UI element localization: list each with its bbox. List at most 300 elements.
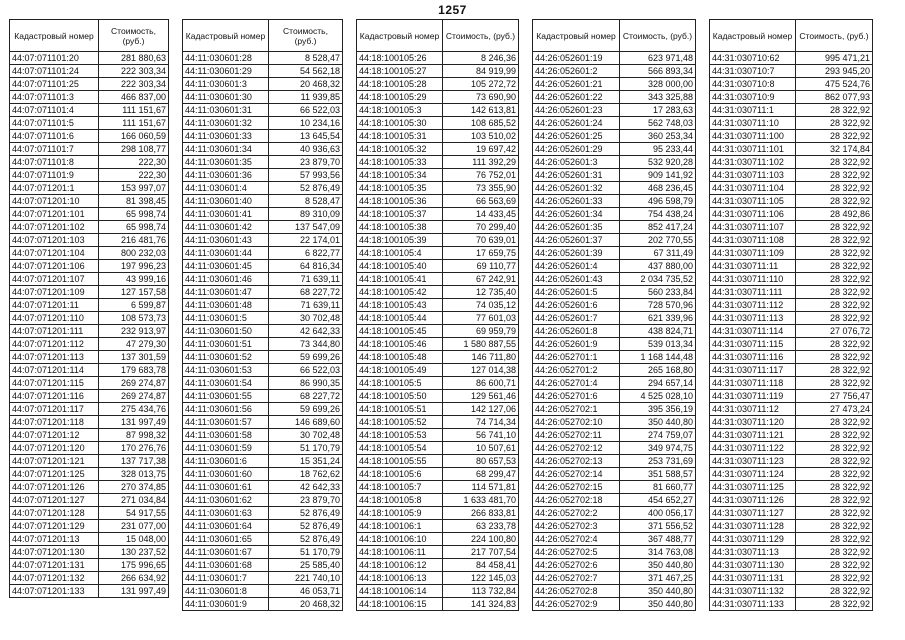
cadastral-table-4 xyxy=(532,19,696,611)
cadastral-number-cell: 44:11:030601:7 xyxy=(183,572,269,585)
cadastral-number-cell: 44:31:030711:10 xyxy=(710,117,796,130)
cadastral-number-cell: 44:11:030601:41 xyxy=(183,208,269,221)
cadastral-number-cell: 44:26:052601:37 xyxy=(533,234,620,247)
cost-cell: 28 322,92 xyxy=(796,416,873,429)
cost-cell: 1 633 481,70 xyxy=(443,494,519,507)
table-row xyxy=(710,260,873,273)
cadastral-number-cell: 44:26:052601:21 xyxy=(533,78,620,91)
cost-cell: 231 077,00 xyxy=(99,520,169,533)
table-row xyxy=(10,208,169,221)
cadastral-number-cell: 44:31:030711:101 xyxy=(710,143,796,156)
table-row xyxy=(533,208,696,221)
table-row xyxy=(710,78,873,91)
cost-cell: 468 236,45 xyxy=(620,182,696,195)
cost-cell: 1 580 887,55 xyxy=(443,338,519,351)
table-row xyxy=(710,429,873,442)
cadastral-number-cell: 44:07:071201:101 xyxy=(10,208,99,221)
cost-cell: 728 570,96 xyxy=(620,299,696,312)
cost-cell: 437 880,00 xyxy=(620,260,696,273)
cadastral-number-cell: 44:11:030601:47 xyxy=(183,286,269,299)
cost-cell: 862 077,93 xyxy=(796,91,873,104)
cost-cell: 454 652,27 xyxy=(620,494,696,507)
cost-cell: 28 322,92 xyxy=(796,520,873,533)
cadastral-number-cell: 44:07:071201:115 xyxy=(10,377,99,390)
cost-cell: 166 060,59 xyxy=(99,130,169,143)
table-row xyxy=(357,52,519,65)
table-row xyxy=(357,182,519,195)
table-row xyxy=(10,221,169,234)
cadastral-number-cell: 44:18:100105:40 xyxy=(357,260,443,273)
cadastral-number-cell: 44:31:030710:62 xyxy=(710,52,796,65)
cost-cell: 111 151,67 xyxy=(99,104,169,117)
cost-cell: 65 998,74 xyxy=(99,221,169,234)
table-row xyxy=(533,351,696,364)
table-row xyxy=(10,338,169,351)
table-row xyxy=(533,416,696,429)
table-row xyxy=(533,143,696,156)
cost-cell: 6 599,87 xyxy=(99,299,169,312)
column-header-cost: Стоимость, (руб.) xyxy=(443,20,519,52)
cadastral-number-cell: 44:26:052601:5 xyxy=(533,286,620,299)
cadastral-number-cell: 44:07:071201:117 xyxy=(10,403,99,416)
cadastral-number-cell: 44:31:030711:126 xyxy=(710,494,796,507)
cadastral-number-cell: 44:18:100105:7 xyxy=(357,481,443,494)
column-header-cadastral-number: Кадастровый номер xyxy=(183,20,269,52)
cadastral-number-cell: 44:18:100105:51 xyxy=(357,403,443,416)
cost-cell: 8 528,47 xyxy=(269,195,343,208)
table-row xyxy=(357,533,519,546)
cadastral-number-cell: 44:11:030601:58 xyxy=(183,429,269,442)
cadastral-number-cell: 44:11:030601:46 xyxy=(183,273,269,286)
table-row xyxy=(533,481,696,494)
cadastral-number-cell: 44:26:052601:33 xyxy=(533,195,620,208)
cadastral-number-cell: 44:26:052702:9 xyxy=(533,598,620,611)
cost-cell: 28 322,92 xyxy=(796,351,873,364)
cadastral-number-cell: 44:31:030711:118 xyxy=(710,377,796,390)
cadastral-number-cell: 44:11:030601:40 xyxy=(183,195,269,208)
cost-cell: 59 699,26 xyxy=(269,351,343,364)
cost-cell: 89 310,09 xyxy=(269,208,343,221)
cost-cell: 175 996,65 xyxy=(99,559,169,572)
cadastral-number-cell: 44:26:052702:2 xyxy=(533,507,620,520)
cadastral-number-cell: 44:31:030711:12 xyxy=(710,403,796,416)
table-row xyxy=(183,338,343,351)
table-row xyxy=(710,403,873,416)
cadastral-number-cell: 44:11:030601:45 xyxy=(183,260,269,273)
cost-cell: 222,30 xyxy=(99,169,169,182)
table-row xyxy=(10,104,169,117)
cost-cell: 122 145,03 xyxy=(443,572,519,585)
table-row xyxy=(10,585,169,598)
cadastral-number-cell: 44:18:100105:44 xyxy=(357,312,443,325)
table-row xyxy=(183,533,343,546)
cost-cell: 269 274,87 xyxy=(99,390,169,403)
table-row xyxy=(710,104,873,117)
table-row xyxy=(183,390,343,403)
table-row xyxy=(357,143,519,156)
cost-cell: 141 324,83 xyxy=(443,598,519,611)
cost-cell: 137 301,59 xyxy=(99,351,169,364)
cost-cell: 153 997,07 xyxy=(99,182,169,195)
cost-cell: 371 556,52 xyxy=(620,520,696,533)
cadastral-number-cell: 44:07:071201:112 xyxy=(10,338,99,351)
table-row xyxy=(710,338,873,351)
cadastral-number-cell: 44:07:071201:1 xyxy=(10,182,99,195)
cost-cell: 28 322,92 xyxy=(796,377,873,390)
table-row xyxy=(533,312,696,325)
table-row xyxy=(533,117,696,130)
cadastral-number-cell: 44:18:100105:55 xyxy=(357,455,443,468)
cost-cell: 47 279,30 xyxy=(99,338,169,351)
cadastral-number-cell: 44:07:071201:11 xyxy=(10,299,99,312)
cadastral-number-cell: 44:26:052601:9 xyxy=(533,338,620,351)
table-row xyxy=(183,117,343,130)
cadastral-number-cell: 44:07:071201:126 xyxy=(10,481,99,494)
table-row xyxy=(710,273,873,286)
cost-cell: 108 573,73 xyxy=(99,312,169,325)
table-row xyxy=(533,559,696,572)
cadastral-number-cell: 44:11:030601:31 xyxy=(183,104,269,117)
cost-cell: 65 998,74 xyxy=(99,208,169,221)
table-row xyxy=(183,299,343,312)
cost-cell: 28 322,92 xyxy=(796,130,873,143)
cadastral-number-cell: 44:18:100105:4 xyxy=(357,247,443,260)
table-row xyxy=(710,91,873,104)
cost-cell: 350 440,80 xyxy=(620,598,696,611)
cadastral-number-cell: 44:31:030711:127 xyxy=(710,507,796,520)
cost-cell: 28 322,92 xyxy=(796,182,873,195)
cadastral-number-cell: 44:18:100106:12 xyxy=(357,559,443,572)
cadastral-number-cell: 44:11:030601:36 xyxy=(183,169,269,182)
cadastral-number-cell: 44:26:052702:13 xyxy=(533,455,620,468)
cadastral-number-cell: 44:11:030601:61 xyxy=(183,481,269,494)
table-row xyxy=(357,169,519,182)
cadastral-number-cell: 44:26:052601:2 xyxy=(533,65,620,78)
cadastral-number-cell: 44:07:071201:127 xyxy=(10,494,99,507)
table-row xyxy=(183,208,343,221)
table-row xyxy=(183,494,343,507)
cadastral-number-cell: 44:11:030601:44 xyxy=(183,247,269,260)
table-row xyxy=(710,117,873,130)
cost-cell: 10 234,16 xyxy=(269,117,343,130)
table-row xyxy=(183,598,343,611)
cadastral-number-cell: 44:07:071201:125 xyxy=(10,468,99,481)
table-row xyxy=(10,65,169,78)
cost-cell: 52 876,49 xyxy=(269,182,343,195)
table-row xyxy=(533,377,696,390)
cost-cell: 475 524,76 xyxy=(796,78,873,91)
cost-cell: 274 759,07 xyxy=(620,429,696,442)
table-row xyxy=(10,273,169,286)
cadastral-number-cell: 44:11:030601:30 xyxy=(183,91,269,104)
column-header-cadastral-number: Кадастровый номер xyxy=(357,20,443,52)
cost-cell: 222,30 xyxy=(99,156,169,169)
cadastral-number-cell: 44:31:030711:122 xyxy=(710,442,796,455)
table-row xyxy=(10,520,169,533)
cost-cell: 81 398,45 xyxy=(99,195,169,208)
table-row xyxy=(357,390,519,403)
table-row xyxy=(183,104,343,117)
cadastral-number-cell: 44:31:030711:106 xyxy=(710,208,796,221)
cadastral-number-cell: 44:11:030601:3 xyxy=(183,78,269,91)
cost-cell: 28 322,92 xyxy=(796,468,873,481)
cadastral-number-cell: 44:18:100106:15 xyxy=(357,598,443,611)
table-row xyxy=(710,143,873,156)
cost-cell: 28 322,92 xyxy=(796,598,873,611)
cadastral-number-cell: 44:26:052701:2 xyxy=(533,364,620,377)
cost-cell: 400 056,17 xyxy=(620,507,696,520)
cost-cell: 42 642,33 xyxy=(269,481,343,494)
cadastral-number-cell: 44:07:071101:9 xyxy=(10,169,99,182)
table-row xyxy=(183,234,343,247)
cost-cell: 142 127,06 xyxy=(443,403,519,416)
cost-cell: 80 657,53 xyxy=(443,455,519,468)
cadastral-number-cell: 44:11:030601:68 xyxy=(183,559,269,572)
cadastral-number-cell: 44:07:071201:104 xyxy=(10,247,99,260)
table-row xyxy=(10,52,169,65)
cost-cell: 59 699,26 xyxy=(269,403,343,416)
cadastral-number-cell: 44:31:030711:112 xyxy=(710,299,796,312)
table-row xyxy=(710,585,873,598)
cost-cell: 294 657,14 xyxy=(620,377,696,390)
table-row xyxy=(183,442,343,455)
table-row xyxy=(710,481,873,494)
cost-cell: 314 763,08 xyxy=(620,546,696,559)
table-row xyxy=(357,117,519,130)
cadastral-number-cell: 44:18:100105:42 xyxy=(357,286,443,299)
cadastral-number-cell: 44:26:052702:4 xyxy=(533,533,620,546)
cadastral-number-cell: 44:18:100105:3 xyxy=(357,104,443,117)
cadastral-number-cell: 44:18:100106:14 xyxy=(357,585,443,598)
cadastral-number-cell: 44:18:100105:53 xyxy=(357,429,443,442)
cadastral-number-cell: 44:31:030711:115 xyxy=(710,338,796,351)
cadastral-number-cell: 44:11:030601:5 xyxy=(183,312,269,325)
cadastral-number-cell: 44:31:030710:7 xyxy=(710,65,796,78)
cost-cell: 466 837,00 xyxy=(99,91,169,104)
cadastral-number-cell: 44:31:030711:120 xyxy=(710,416,796,429)
cadastral-number-cell: 44:11:030601:6 xyxy=(183,455,269,468)
table-row xyxy=(357,221,519,234)
cost-cell: 328 013,75 xyxy=(99,468,169,481)
table-row xyxy=(710,156,873,169)
cost-cell: 8 246,36 xyxy=(443,52,519,65)
cadastral-number-cell: 44:18:100105:41 xyxy=(357,273,443,286)
cost-cell: 800 232,03 xyxy=(99,247,169,260)
column-header-cadastral-number: Кадастровый номер xyxy=(710,20,796,52)
cost-cell: 46 053,71 xyxy=(269,585,343,598)
cost-cell: 71 639,11 xyxy=(269,299,343,312)
cadastral-number-cell: 44:26:052702:14 xyxy=(533,468,620,481)
table-row xyxy=(357,455,519,468)
table-row xyxy=(710,494,873,507)
cadastral-number-cell: 44:11:030601:55 xyxy=(183,390,269,403)
cost-cell: 69 110,77 xyxy=(443,260,519,273)
cost-cell: 127 157,58 xyxy=(99,286,169,299)
cadastral-number-cell: 44:18:100105:54 xyxy=(357,442,443,455)
table-row xyxy=(710,533,873,546)
cadastral-number-cell: 44:11:030601:59 xyxy=(183,442,269,455)
column-header-cost: Стоимость, (руб.) xyxy=(796,20,873,52)
table-row xyxy=(533,221,696,234)
table-row xyxy=(183,286,343,299)
table-row xyxy=(357,403,519,416)
table-row xyxy=(710,377,873,390)
cadastral-number-cell: 44:07:071201:120 xyxy=(10,442,99,455)
table-row xyxy=(10,572,169,585)
cost-cell: 20 468,32 xyxy=(269,598,343,611)
table-row xyxy=(183,546,343,559)
cadastral-number-cell: 44:26:052601:39 xyxy=(533,247,620,260)
table-row xyxy=(183,65,343,78)
cost-cell: 222 303,34 xyxy=(99,65,169,78)
cadastral-number-cell: 44:11:030601:63 xyxy=(183,507,269,520)
table-row xyxy=(10,559,169,572)
cost-cell: 67 311,49 xyxy=(620,247,696,260)
table-row xyxy=(710,65,873,78)
cost-cell: 146 689,60 xyxy=(269,416,343,429)
table-row xyxy=(710,598,873,611)
table-row xyxy=(357,312,519,325)
cost-cell: 28 322,92 xyxy=(796,234,873,247)
cost-cell: 30 702,48 xyxy=(269,312,343,325)
table-row xyxy=(710,325,873,338)
table-row xyxy=(533,325,696,338)
table-row xyxy=(533,442,696,455)
cadastral-number-cell: 44:11:030601:67 xyxy=(183,546,269,559)
cadastral-number-cell: 44:18:100106:10 xyxy=(357,533,443,546)
cost-cell: 63 233,78 xyxy=(443,520,519,533)
cost-cell: 137 717,38 xyxy=(99,455,169,468)
cost-cell: 265 168,80 xyxy=(620,364,696,377)
cost-cell: 66 522,03 xyxy=(269,104,343,117)
cadastral-number-cell: 44:11:030601:28 xyxy=(183,52,269,65)
cost-cell: 17 659,75 xyxy=(443,247,519,260)
table-row xyxy=(533,91,696,104)
table-row xyxy=(10,143,169,156)
cost-cell: 127 014,38 xyxy=(443,364,519,377)
cost-cell: 71 639,11 xyxy=(269,273,343,286)
cadastral-number-cell: 44:31:030711:117 xyxy=(710,364,796,377)
cadastral-number-cell: 44:07:071201:118 xyxy=(10,416,99,429)
cost-cell: 371 467,25 xyxy=(620,572,696,585)
cost-cell: 562 748,03 xyxy=(620,117,696,130)
table-row xyxy=(533,130,696,143)
cost-cell: 114 571,81 xyxy=(443,481,519,494)
cadastral-number-cell: 44:07:071201:121 xyxy=(10,455,99,468)
cadastral-number-cell: 44:26:052601:7 xyxy=(533,312,620,325)
cost-cell: 69 959,79 xyxy=(443,325,519,338)
cadastral-number-cell: 44:26:052702:5 xyxy=(533,546,620,559)
table-row xyxy=(710,572,873,585)
table-row xyxy=(357,208,519,221)
cadastral-table-2 xyxy=(182,19,343,611)
table-row xyxy=(10,91,169,104)
cadastral-number-cell: 44:11:030601:29 xyxy=(183,65,269,78)
table-row xyxy=(533,247,696,260)
cadastral-number-cell: 44:26:052702:15 xyxy=(533,481,620,494)
cost-cell: 28 322,92 xyxy=(796,221,873,234)
table-row xyxy=(533,429,696,442)
table-row xyxy=(357,273,519,286)
table-row xyxy=(10,390,169,403)
cost-cell: 51 170,79 xyxy=(269,442,343,455)
table-row xyxy=(183,221,343,234)
cadastral-number-cell: 44:18:100105:27 xyxy=(357,65,443,78)
cadastral-number-cell: 44:26:052702:7 xyxy=(533,572,620,585)
cadastral-number-cell: 44:26:052601:25 xyxy=(533,130,620,143)
cost-cell: 202 770,55 xyxy=(620,234,696,247)
cadastral-number-cell: 44:26:052601:23 xyxy=(533,104,620,117)
cadastral-number-cell: 44:11:030601:57 xyxy=(183,416,269,429)
cadastral-number-cell: 44:26:052702:18 xyxy=(533,494,620,507)
cost-cell: 54 562,18 xyxy=(269,65,343,78)
table-row xyxy=(183,559,343,572)
table-row xyxy=(10,234,169,247)
table-row xyxy=(183,312,343,325)
cost-cell: 270 374,85 xyxy=(99,481,169,494)
table-row xyxy=(533,403,696,416)
cadastral-number-cell: 44:26:052601:3 xyxy=(533,156,620,169)
cost-cell: 28 322,92 xyxy=(796,559,873,572)
cadastral-number-cell: 44:31:030711:116 xyxy=(710,351,796,364)
cadastral-number-cell: 44:11:030601:48 xyxy=(183,299,269,312)
cost-cell: 560 233,84 xyxy=(620,286,696,299)
cadastral-number-cell: 44:18:100105:33 xyxy=(357,156,443,169)
cost-cell: 216 481,76 xyxy=(99,234,169,247)
cost-cell: 222 303,34 xyxy=(99,78,169,91)
cadastral-number-cell: 44:07:071201:113 xyxy=(10,351,99,364)
cadastral-number-cell: 44:18:100105:38 xyxy=(357,221,443,234)
cadastral-number-cell: 44:31:030711:131 xyxy=(710,572,796,585)
cadastral-number-cell: 44:26:052601:32 xyxy=(533,182,620,195)
table-row xyxy=(183,78,343,91)
table-row xyxy=(533,364,696,377)
cost-cell: 56 741,10 xyxy=(443,429,519,442)
table-row xyxy=(357,377,519,390)
table-row xyxy=(710,455,873,468)
cost-cell: 266 833,81 xyxy=(443,507,519,520)
cost-cell: 70 299,40 xyxy=(443,221,519,234)
table-row xyxy=(183,273,343,286)
table-row xyxy=(357,507,519,520)
cost-cell: 298 108,77 xyxy=(99,143,169,156)
cadastral-number-cell: 44:07:071101:4 xyxy=(10,104,99,117)
cadastral-number-cell: 44:07:071101:5 xyxy=(10,117,99,130)
cost-cell: 129 561,46 xyxy=(443,390,519,403)
cost-cell: 28 322,92 xyxy=(796,572,873,585)
table-row xyxy=(10,507,169,520)
cost-cell: 28 322,92 xyxy=(796,156,873,169)
table-row xyxy=(10,156,169,169)
cadastral-number-cell: 44:31:030710:8 xyxy=(710,78,796,91)
cost-cell: 111 392,29 xyxy=(443,156,519,169)
cost-cell: 15 351,24 xyxy=(269,455,343,468)
cost-cell: 28 322,92 xyxy=(796,286,873,299)
table-row xyxy=(183,520,343,533)
table-row xyxy=(10,533,169,546)
table-row xyxy=(10,117,169,130)
cost-cell: 623 971,48 xyxy=(620,52,696,65)
cadastral-number-cell: 44:07:071201:107 xyxy=(10,273,99,286)
cost-cell: 68 227,72 xyxy=(269,286,343,299)
cost-cell: 108 685,52 xyxy=(443,117,519,130)
cadastral-number-cell: 44:18:100105:37 xyxy=(357,208,443,221)
table-row xyxy=(533,195,696,208)
cadastral-number-cell: 44:31:030711:109 xyxy=(710,247,796,260)
cost-cell: 77 601,03 xyxy=(443,312,519,325)
table-row xyxy=(710,299,873,312)
table-row xyxy=(183,182,343,195)
